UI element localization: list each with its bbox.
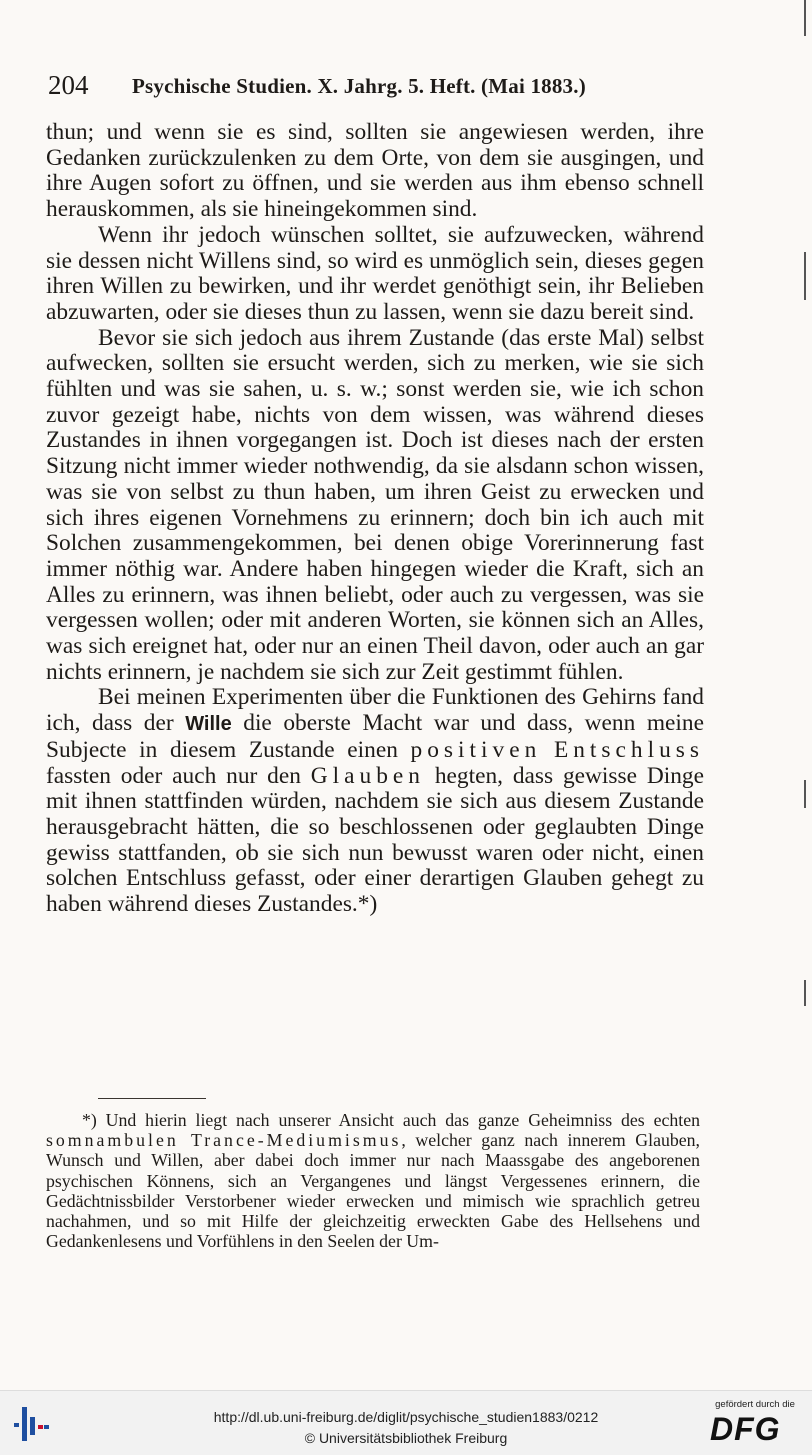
paragraph-1: thun; und wenn sie es sind, sollten sie angewiesen werden, ihre Gedanken zurückzulenken zu dem Orte, von dem sie ausgingen, und ihre Augen sofort zu öffnen, und sie werden aus ihm ebenso schnell herauskommen, als sie hineingekommen sind. — [46, 119, 704, 223]
dfg-logo[interactable] — [708, 1399, 802, 1449]
page-number: 204 — [48, 70, 89, 100]
dfg-caption: gefördert durch die — [715, 1399, 795, 1410]
permalink-url[interactable]: http://dl.ub.uni-freiburg.de/diglit/psychische_studien1883/0212 — [213, 1409, 599, 1425]
paragraph-2: Wenn ihr jedoch wünschen solltet, sie aufzuwecken, während sie dessen nicht Willens sind, so wird es unmöglich sein, dieses gegen ihren Willen zu bewirken, und ihr werdet genöthigt sein, ihr Belieben abzuwarten, oder sie dieses thun zu lassen, wenn sie dazu bereit sind. — [46, 221, 704, 325]
dfg-logo-icon: DFG — [710, 1411, 781, 1447]
page-edge-mark — [804, 252, 806, 300]
footnote-part: *) Und hierin liegt nach unserer Ansicht auch das ganze Geheimniss des echten — [82, 1110, 700, 1130]
footnote-part: , welcher ganz nach innerem Glauben, Wunsch und Willen, aber dabei doch immer nur nach Maassgabe des angeborenen psychischen Könnens, sich an Vergangenes und längst Vergessenes erinnern, die Gedächtnissbilder Verstorbener wieder erwecken und mimisch wie sprachlich getreu nachahmen, und so mit Hilfe der gleichzeitig erweckten Gabe des Hellsehens und Gedankenlesens und Vorfühlens in den Seelen der Um- — [46, 1130, 700, 1252]
paragraph-4-text: Bei meinen Experimenten über die Funktionen des Gehirns fand ich, dass der — [46, 684, 704, 737]
emphasis-positiven: positiven — [410, 736, 542, 763]
body-text — [46, 120, 704, 918]
viewer-footer — [0, 1390, 812, 1455]
footnote-rule — [98, 1098, 206, 1099]
page-edge-mark — [804, 780, 806, 808]
emphasis-wille: Wille — [185, 713, 232, 736]
paragraph-3: Bevor sie sich jedoch aus ihrem Zustande (das erste Mal) selbst aufwecken, sollten sie ersucht werden, sich zu merken, wie sie sich fühlten und was sie sahen, u. s. w.; sonst werden sie, wie ich schon zuvor gezeigt habe, nichts von dem wissen, was während dieses Zustandes in ihnen vorgegangen ist. Doch ist dieses nach der ersten Sitzung nicht immer wieder nothwendig, da sie alsdann schon wissen, was sie von selbst zu thun haben, um ihren Geist zu erwecken und sich ihres eigenen Vornehmens zu erinnern; doch bin ich auch mit Solchen zusammengekommen, bei denen obige Vorerinnerung fast immer nöthig war. Andere haben hingegen wieder die Kraft, sich an Alles zu erinnern, was ihnen beliebt, oder auch zu vergessen, was sie vergessen wollen; oder mit anderen Worten, sie können sich an Alles, was sich ereignet hat, oder nur an einen Theil davon, oder auch an gar nichts erinnern, je nachdem sie sich zur Zeit gestimmt fühlen. — [46, 324, 704, 685]
emphasis-entschluss: Entschluss — [553, 736, 704, 763]
page-edge-mark — [804, 980, 806, 1006]
paragraph-4 — [46, 685, 704, 917]
footnote-emphasis: somnambulen Trance-Mediumismus — [46, 1130, 402, 1151]
paragraph-4-text — [541, 737, 554, 763]
footnote-text — [46, 1110, 700, 1251]
paragraph-4-text: fassten oder auch nur den — [46, 762, 311, 789]
running-title: Psychische Studien. X. Jahrg. 5. Heft. (Mai 1883.) — [132, 74, 586, 98]
paragraph-4-text: hegten, dass gewisse Dinge mit ihnen stattfinden würden, nachdem sie sich aus diesem Zustande herausgebracht hätten, die so beschlossenen oder geglaubten Dinge gewiss stattfanden, ob sie sich nun bewusst waren oder nicht, einen solchen Entschluss gefasst, oder einer derartigen Glauben gehegt zu haben während dieses Zustandes.*) — [46, 762, 704, 918]
footnote — [46, 1110, 700, 1251]
page-edge-mark — [804, 0, 806, 36]
paragraph-4-text: die oberste Macht war und dass, wenn meine Subjecte in diesem Zustande einen — [46, 710, 704, 763]
page-header — [46, 70, 706, 102]
copyright-notice: © Universitätsbibliothek Freiburg — [304, 1430, 508, 1446]
emphasis-glauben: Glauben — [310, 762, 425, 789]
